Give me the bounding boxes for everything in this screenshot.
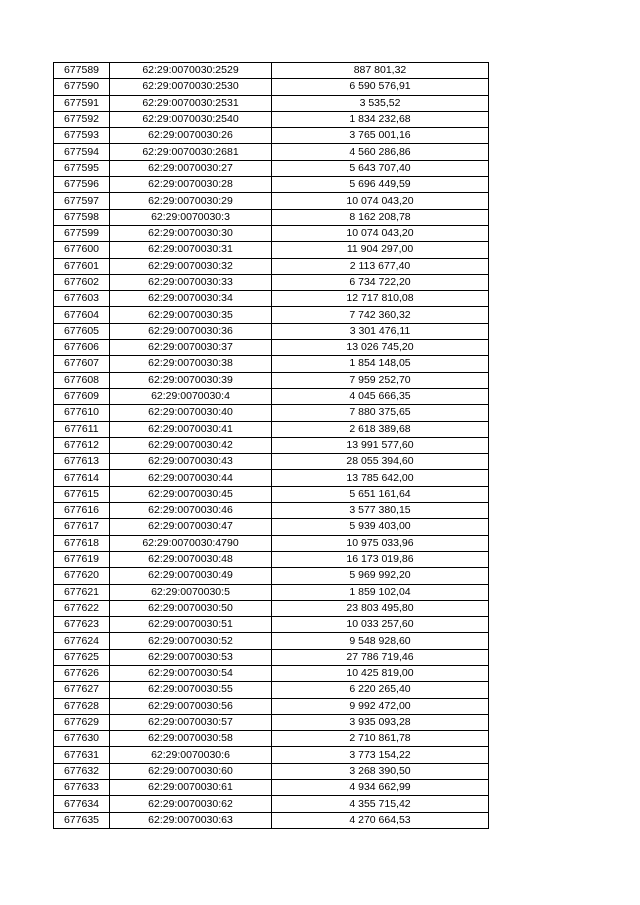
table-row [54, 437, 489, 453]
cadastral-number-cell: 62:29:0070030:58 [110, 731, 272, 747]
cadastral-number-cell: 62:29:0070030:51 [110, 617, 272, 633]
cadastral-number-cell: 62:29:0070030:38 [110, 356, 272, 372]
table-row [54, 535, 489, 551]
row-number-cell: 677612 [54, 437, 110, 453]
cadastral-number-cell: 62:29:0070030:32 [110, 258, 272, 274]
table-row [54, 763, 489, 779]
row-number-cell: 677611 [54, 421, 110, 437]
cadastral-number-cell: 62:29:0070030:57 [110, 714, 272, 730]
cadastral-number-cell: 62:29:0070030:5 [110, 584, 272, 600]
row-number-cell: 677595 [54, 160, 110, 176]
row-number-cell: 677597 [54, 193, 110, 209]
table-row [54, 503, 489, 519]
row-number-cell: 677629 [54, 714, 110, 730]
cadastral-value-cell: 6 590 576,91 [272, 79, 489, 95]
cadastral-number-cell: 62:29:0070030:52 [110, 633, 272, 649]
cadastral-number-cell: 62:29:0070030:6 [110, 747, 272, 763]
row-number-cell: 677602 [54, 274, 110, 290]
cadastral-number-cell: 62:29:0070030:2681 [110, 144, 272, 160]
row-number-cell: 677616 [54, 503, 110, 519]
row-number-cell: 677593 [54, 128, 110, 144]
table-row [54, 470, 489, 486]
cadastral-number-cell: 62:29:0070030:47 [110, 519, 272, 535]
cadastral-number-cell: 62:29:0070030:40 [110, 405, 272, 421]
row-number-cell: 677591 [54, 95, 110, 111]
cadastral-value-cell: 8 162 208,78 [272, 209, 489, 225]
table-row [54, 388, 489, 404]
cadastral-value-cell: 1 859 102,04 [272, 584, 489, 600]
cadastral-value-cell: 887 801,32 [272, 63, 489, 79]
row-number-cell: 677633 [54, 780, 110, 796]
cadastral-value-cell: 5 969 992,20 [272, 568, 489, 584]
table-row [54, 63, 489, 79]
row-number-cell: 677603 [54, 291, 110, 307]
table-row [54, 812, 489, 828]
row-number-cell: 677594 [54, 144, 110, 160]
row-number-cell: 677606 [54, 340, 110, 356]
cadastral-value-cell: 23 803 495,80 [272, 600, 489, 616]
cadastral-value-cell: 13 026 745,20 [272, 340, 489, 356]
table-row [54, 128, 489, 144]
cadastral-value-cell: 3 765 001,16 [272, 128, 489, 144]
cadastral-number-cell: 62:29:0070030:26 [110, 128, 272, 144]
table-row [54, 356, 489, 372]
cadastral-number-cell: 62:29:0070030:2529 [110, 63, 272, 79]
cadastral-value-cell: 16 173 019,86 [272, 551, 489, 567]
row-number-cell: 677632 [54, 763, 110, 779]
cadastral-value-cell: 6 734 722,20 [272, 274, 489, 290]
cadastral-value-cell: 4 560 286,86 [272, 144, 489, 160]
cadastral-value-cell: 3 535,52 [272, 95, 489, 111]
cadastral-number-cell: 62:29:0070030:46 [110, 503, 272, 519]
row-number-cell: 677613 [54, 454, 110, 470]
row-number-cell: 677589 [54, 63, 110, 79]
table-row [54, 584, 489, 600]
row-number-cell: 677607 [54, 356, 110, 372]
cadastral-value-cell: 13 785 642,00 [272, 470, 489, 486]
row-number-cell: 677631 [54, 747, 110, 763]
table-row [54, 111, 489, 127]
cadastral-value-cell: 9 992 472,00 [272, 698, 489, 714]
table-row [54, 633, 489, 649]
cadastral-value-cell: 3 577 380,15 [272, 503, 489, 519]
cadastral-number-cell: 62:29:0070030:49 [110, 568, 272, 584]
cadastral-value-cell: 2 710 861,78 [272, 731, 489, 747]
table-row [54, 405, 489, 421]
row-number-cell: 677622 [54, 600, 110, 616]
cadastral-value-cell: 5 651 161,64 [272, 486, 489, 502]
table-row [54, 323, 489, 339]
table-row [54, 258, 489, 274]
cadastral-number-cell: 62:29:0070030:44 [110, 470, 272, 486]
table-row [54, 568, 489, 584]
cadastral-value-cell: 28 055 394,60 [272, 454, 489, 470]
table-row [54, 665, 489, 681]
cadastral-number-cell: 62:29:0070030:4790 [110, 535, 272, 551]
row-number-cell: 677615 [54, 486, 110, 502]
cadastral-number-cell: 62:29:0070030:34 [110, 291, 272, 307]
cadastral-number-cell: 62:29:0070030:62 [110, 796, 272, 812]
row-number-cell: 677625 [54, 649, 110, 665]
table-row [54, 421, 489, 437]
cadastral-value-cell: 7 742 360,32 [272, 307, 489, 323]
cadastral-number-cell: 62:29:0070030:37 [110, 340, 272, 356]
cadastral-number-cell: 62:29:0070030:35 [110, 307, 272, 323]
cadastral-number-cell: 62:29:0070030:45 [110, 486, 272, 502]
cadastral-number-cell: 62:29:0070030:4 [110, 388, 272, 404]
cadastral-value-cell: 12 717 810,08 [272, 291, 489, 307]
cadastral-number-cell: 62:29:0070030:2540 [110, 111, 272, 127]
cadastral-number-cell: 62:29:0070030:56 [110, 698, 272, 714]
cadastral-number-cell: 62:29:0070030:55 [110, 682, 272, 698]
cadastral-value-cell: 10 074 043,20 [272, 225, 489, 241]
cadastral-value-cell: 4 045 666,35 [272, 388, 489, 404]
cadastral-value-cell: 2 113 677,40 [272, 258, 489, 274]
cadastral-value-cell: 10 074 043,20 [272, 193, 489, 209]
cadastral-number-cell: 62:29:0070030:43 [110, 454, 272, 470]
cadastral-number-cell: 62:29:0070030:28 [110, 177, 272, 193]
row-number-cell: 677627 [54, 682, 110, 698]
cadastral-value-cell: 7 959 252,70 [272, 372, 489, 388]
table-row [54, 291, 489, 307]
table-row [54, 225, 489, 241]
row-number-cell: 677614 [54, 470, 110, 486]
cadastral-value-table [53, 62, 489, 829]
table-row [54, 177, 489, 193]
table-row [54, 95, 489, 111]
cadastral-value-cell: 4 355 715,42 [272, 796, 489, 812]
table-row [54, 714, 489, 730]
row-number-cell: 677610 [54, 405, 110, 421]
row-number-cell: 677635 [54, 812, 110, 828]
cadastral-number-cell: 62:29:0070030:50 [110, 600, 272, 616]
cadastral-number-cell: 62:29:0070030:33 [110, 274, 272, 290]
cadastral-value-cell: 10 033 257,60 [272, 617, 489, 633]
cadastral-number-cell: 62:29:0070030:48 [110, 551, 272, 567]
table-row [54, 340, 489, 356]
cadastral-number-cell: 62:29:0070030:2531 [110, 95, 272, 111]
cadastral-value-cell: 3 773 154,22 [272, 747, 489, 763]
cadastral-number-cell: 62:29:0070030:61 [110, 780, 272, 796]
cadastral-number-cell: 62:29:0070030:31 [110, 242, 272, 258]
table-row [54, 649, 489, 665]
table-row [54, 193, 489, 209]
cadastral-value-cell: 6 220 265,40 [272, 682, 489, 698]
row-number-cell: 677604 [54, 307, 110, 323]
table-body [54, 63, 489, 829]
table-row [54, 372, 489, 388]
cadastral-value-cell: 5 696 449,59 [272, 177, 489, 193]
cadastral-number-cell: 62:29:0070030:63 [110, 812, 272, 828]
cadastral-number-cell: 62:29:0070030:30 [110, 225, 272, 241]
cadastral-value-cell: 10 975 033,96 [272, 535, 489, 551]
row-number-cell: 677630 [54, 731, 110, 747]
cadastral-number-cell: 62:29:0070030:54 [110, 665, 272, 681]
row-number-cell: 677626 [54, 665, 110, 681]
cadastral-value-cell: 4 270 664,53 [272, 812, 489, 828]
cadastral-number-cell: 62:29:0070030:27 [110, 160, 272, 176]
row-number-cell: 677592 [54, 111, 110, 127]
cadastral-value-cell: 2 618 389,68 [272, 421, 489, 437]
cadastral-number-cell: 62:29:0070030:53 [110, 649, 272, 665]
cadastral-number-cell: 62:29:0070030:42 [110, 437, 272, 453]
table-row [54, 682, 489, 698]
table-row [54, 454, 489, 470]
table-row [54, 160, 489, 176]
row-number-cell: 677620 [54, 568, 110, 584]
row-number-cell: 677596 [54, 177, 110, 193]
row-number-cell: 677624 [54, 633, 110, 649]
row-number-cell: 677617 [54, 519, 110, 535]
row-number-cell: 677621 [54, 584, 110, 600]
cadastral-number-cell: 62:29:0070030:2530 [110, 79, 272, 95]
cadastral-number-cell: 62:29:0070030:60 [110, 763, 272, 779]
table-row [54, 242, 489, 258]
cadastral-value-cell: 3 268 390,50 [272, 763, 489, 779]
cadastral-number-cell: 62:29:0070030:39 [110, 372, 272, 388]
row-number-cell: 677601 [54, 258, 110, 274]
cadastral-value-cell: 4 934 662,99 [272, 780, 489, 796]
table-row [54, 780, 489, 796]
row-number-cell: 677619 [54, 551, 110, 567]
table-row [54, 79, 489, 95]
row-number-cell: 677634 [54, 796, 110, 812]
cadastral-value-cell: 11 904 297,00 [272, 242, 489, 258]
table-row [54, 698, 489, 714]
row-number-cell: 677608 [54, 372, 110, 388]
row-number-cell: 677590 [54, 79, 110, 95]
table-row [54, 307, 489, 323]
table-row [54, 796, 489, 812]
row-number-cell: 677598 [54, 209, 110, 225]
row-number-cell: 677600 [54, 242, 110, 258]
cadastral-number-cell: 62:29:0070030:36 [110, 323, 272, 339]
row-number-cell: 677609 [54, 388, 110, 404]
cadastral-number-cell: 62:29:0070030:3 [110, 209, 272, 225]
row-number-cell: 677623 [54, 617, 110, 633]
cadastral-value-cell: 1 834 232,68 [272, 111, 489, 127]
table-row [54, 144, 489, 160]
table-row [54, 617, 489, 633]
cadastral-value-cell: 3 935 093,28 [272, 714, 489, 730]
row-number-cell: 677628 [54, 698, 110, 714]
cadastral-value-cell: 3 301 476,11 [272, 323, 489, 339]
row-number-cell: 677618 [54, 535, 110, 551]
table-row [54, 551, 489, 567]
table-row [54, 209, 489, 225]
cadastral-value-cell: 5 939 403,00 [272, 519, 489, 535]
row-number-cell: 677605 [54, 323, 110, 339]
cadastral-value-cell: 7 880 375,65 [272, 405, 489, 421]
table-row [54, 486, 489, 502]
table-row [54, 519, 489, 535]
cadastral-value-cell: 27 786 719,46 [272, 649, 489, 665]
cadastral-value-cell: 9 548 928,60 [272, 633, 489, 649]
cadastral-value-cell: 1 854 148,05 [272, 356, 489, 372]
cadastral-number-cell: 62:29:0070030:29 [110, 193, 272, 209]
table-row [54, 600, 489, 616]
row-number-cell: 677599 [54, 225, 110, 241]
cadastral-value-cell: 10 425 819,00 [272, 665, 489, 681]
cadastral-value-cell: 5 643 707,40 [272, 160, 489, 176]
table-row [54, 747, 489, 763]
table-row [54, 731, 489, 747]
cadastral-number-cell: 62:29:0070030:41 [110, 421, 272, 437]
cadastral-value-cell: 13 991 577,60 [272, 437, 489, 453]
table-row [54, 274, 489, 290]
